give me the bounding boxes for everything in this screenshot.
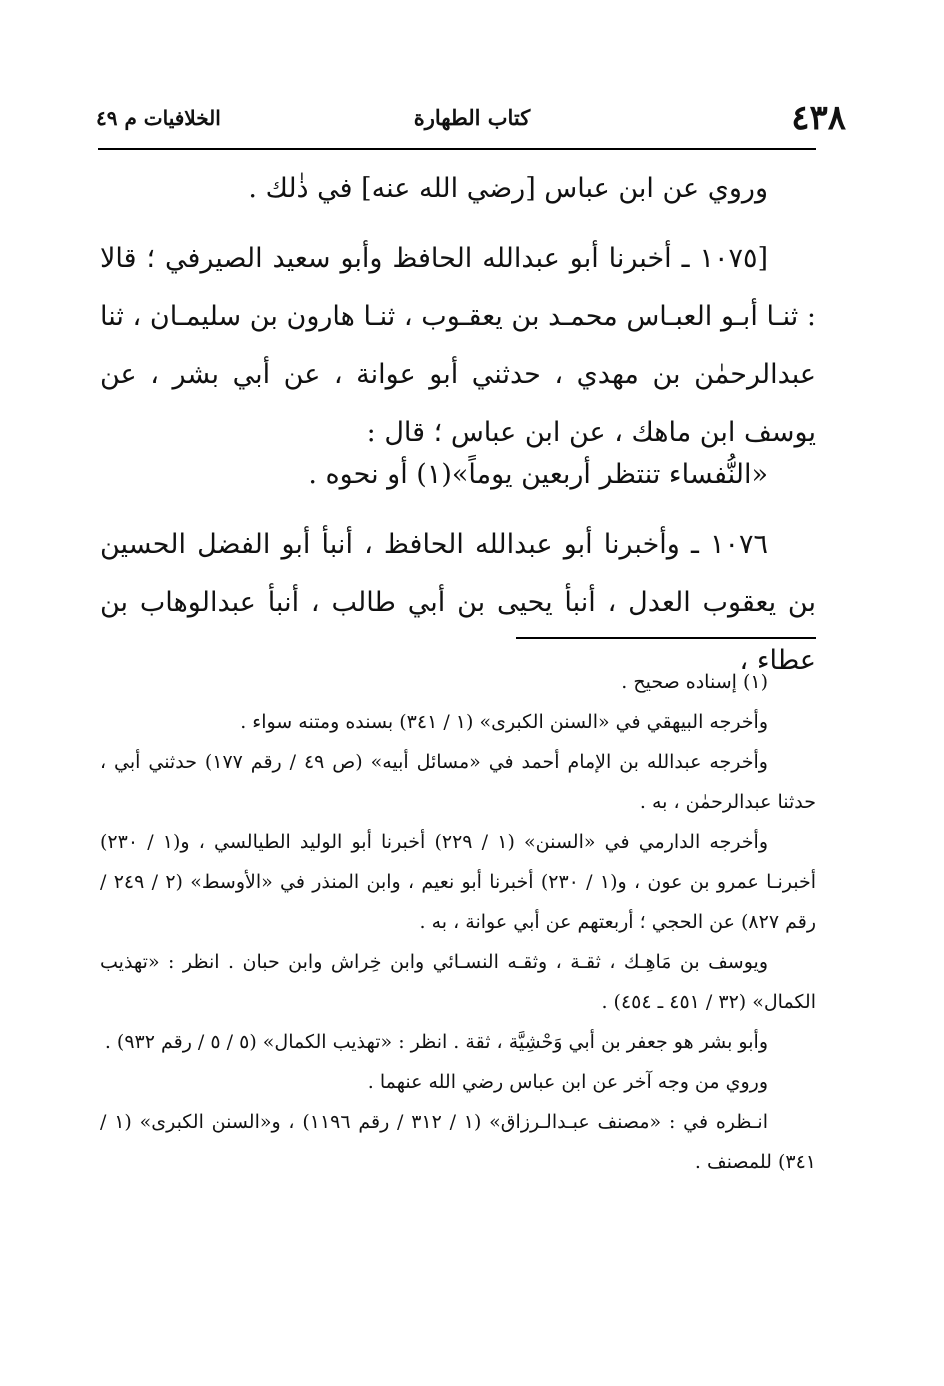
hadith-1075	[100, 230, 816, 462]
running-title: كتاب الطهارة	[413, 105, 531, 130]
footnote-line: وأخرجه عبدالله بن الإمام أحمد في «مسائل أبيه» (ص ٤٩ / رقم ١٧٧) حدثني أبي ، حدثنا عبدالرحمٰن ، به .	[100, 751, 816, 813]
footnotes	[100, 662, 816, 1182]
paragraph-isnad-1076: ١٠٧٦ ـ وأخبرنا أبو عبدالله الحافظ ، أنبأ أبو الفضل الحسين بن يعقوب العدل ، أنبأ يحيى بن أبي طالب ، أنبأ عبدالوهاب بن عطاء ،	[100, 529, 816, 676]
header-rule	[98, 148, 816, 150]
signature-mark: الخلافيات م ٤٩	[96, 106, 221, 130]
page-number: ٤٣٨	[791, 98, 846, 138]
footnote-line: وأبو بشر هو جعفر بن أبي وَحْشِيَّة ، ثقة . انظر : «تهذيب الكمال» (٥ / ٥ / رقم ٩٣٢) .	[104, 1031, 768, 1053]
hadith-matn	[100, 446, 816, 504]
footnote-separator	[516, 637, 816, 639]
footnote-line: ويوسف بن مَاهِـك ، ثقـة ، وثقـه النسـائي وابن خِراش وابن حبان . انظر : «تهذيب الكمال» (٣٢ / ٤٥١ ـ ٤٥٤) .	[100, 951, 816, 1013]
footnote-line: وروي من وجه آخر عن ابن عباس رضي الله عنهما .	[367, 1071, 768, 1093]
footnote-line: وأخرجه البيهقي في «السنن الكبرى» (١ / ٣٤١) بسنده ومتنه سواء .	[240, 711, 768, 733]
footnote-line: انـظره في : «مصنف عبـدالـرزاق» (١ / ٣١٢ / رقم ١١٩٦) ، و«السنن الكبرى» (١ / ٣٤١) للمصنف .	[100, 1111, 816, 1173]
main-text	[100, 160, 816, 218]
paragraph-narration: وروي عن ابن عباس [رضي الله عنه] في ذٰلك .	[248, 173, 768, 204]
paragraph-matn: «النُّفساء تنتظر أربعين يوماً»(١) أو نحوه .	[308, 459, 768, 490]
footnote-line: (١) إسناده صحيح .	[621, 671, 768, 693]
footnote-line: وأخرجه الدارمي في «السنن» (١ / ٢٢٩) أخبرنا أبو الوليد الطيالسي ، و(١ / ٢٣٠) أخبرنـا عمرو بن عون ، و(١ / ٢٣٠) أخبرنا أبو نعيم ، وابن المنذر في «الأوسط» (٢ / ٢٤٩ / رقم ٨٢٧) عن الحجي ؛ أربعتهم عن أبي عوانة ، به .	[100, 831, 817, 933]
paragraph-isnad-1075: [١٠٧٥ ـ أخبرنا أبو عبدالله الحافظ وأبو سعيد الصيرفي ؛ قالا : ثنـا أبـو العبـاس محمـد بن يعقـوب ، ثنـا هارون بن سليمـان ، ثنا عبدالرحمٰن بن مهدي ، حدثني أبو عوانة ، عن أبي بشر ، عن يوسف ابن ماهك ، عن ابن عباس ؛ قال :	[100, 243, 816, 448]
